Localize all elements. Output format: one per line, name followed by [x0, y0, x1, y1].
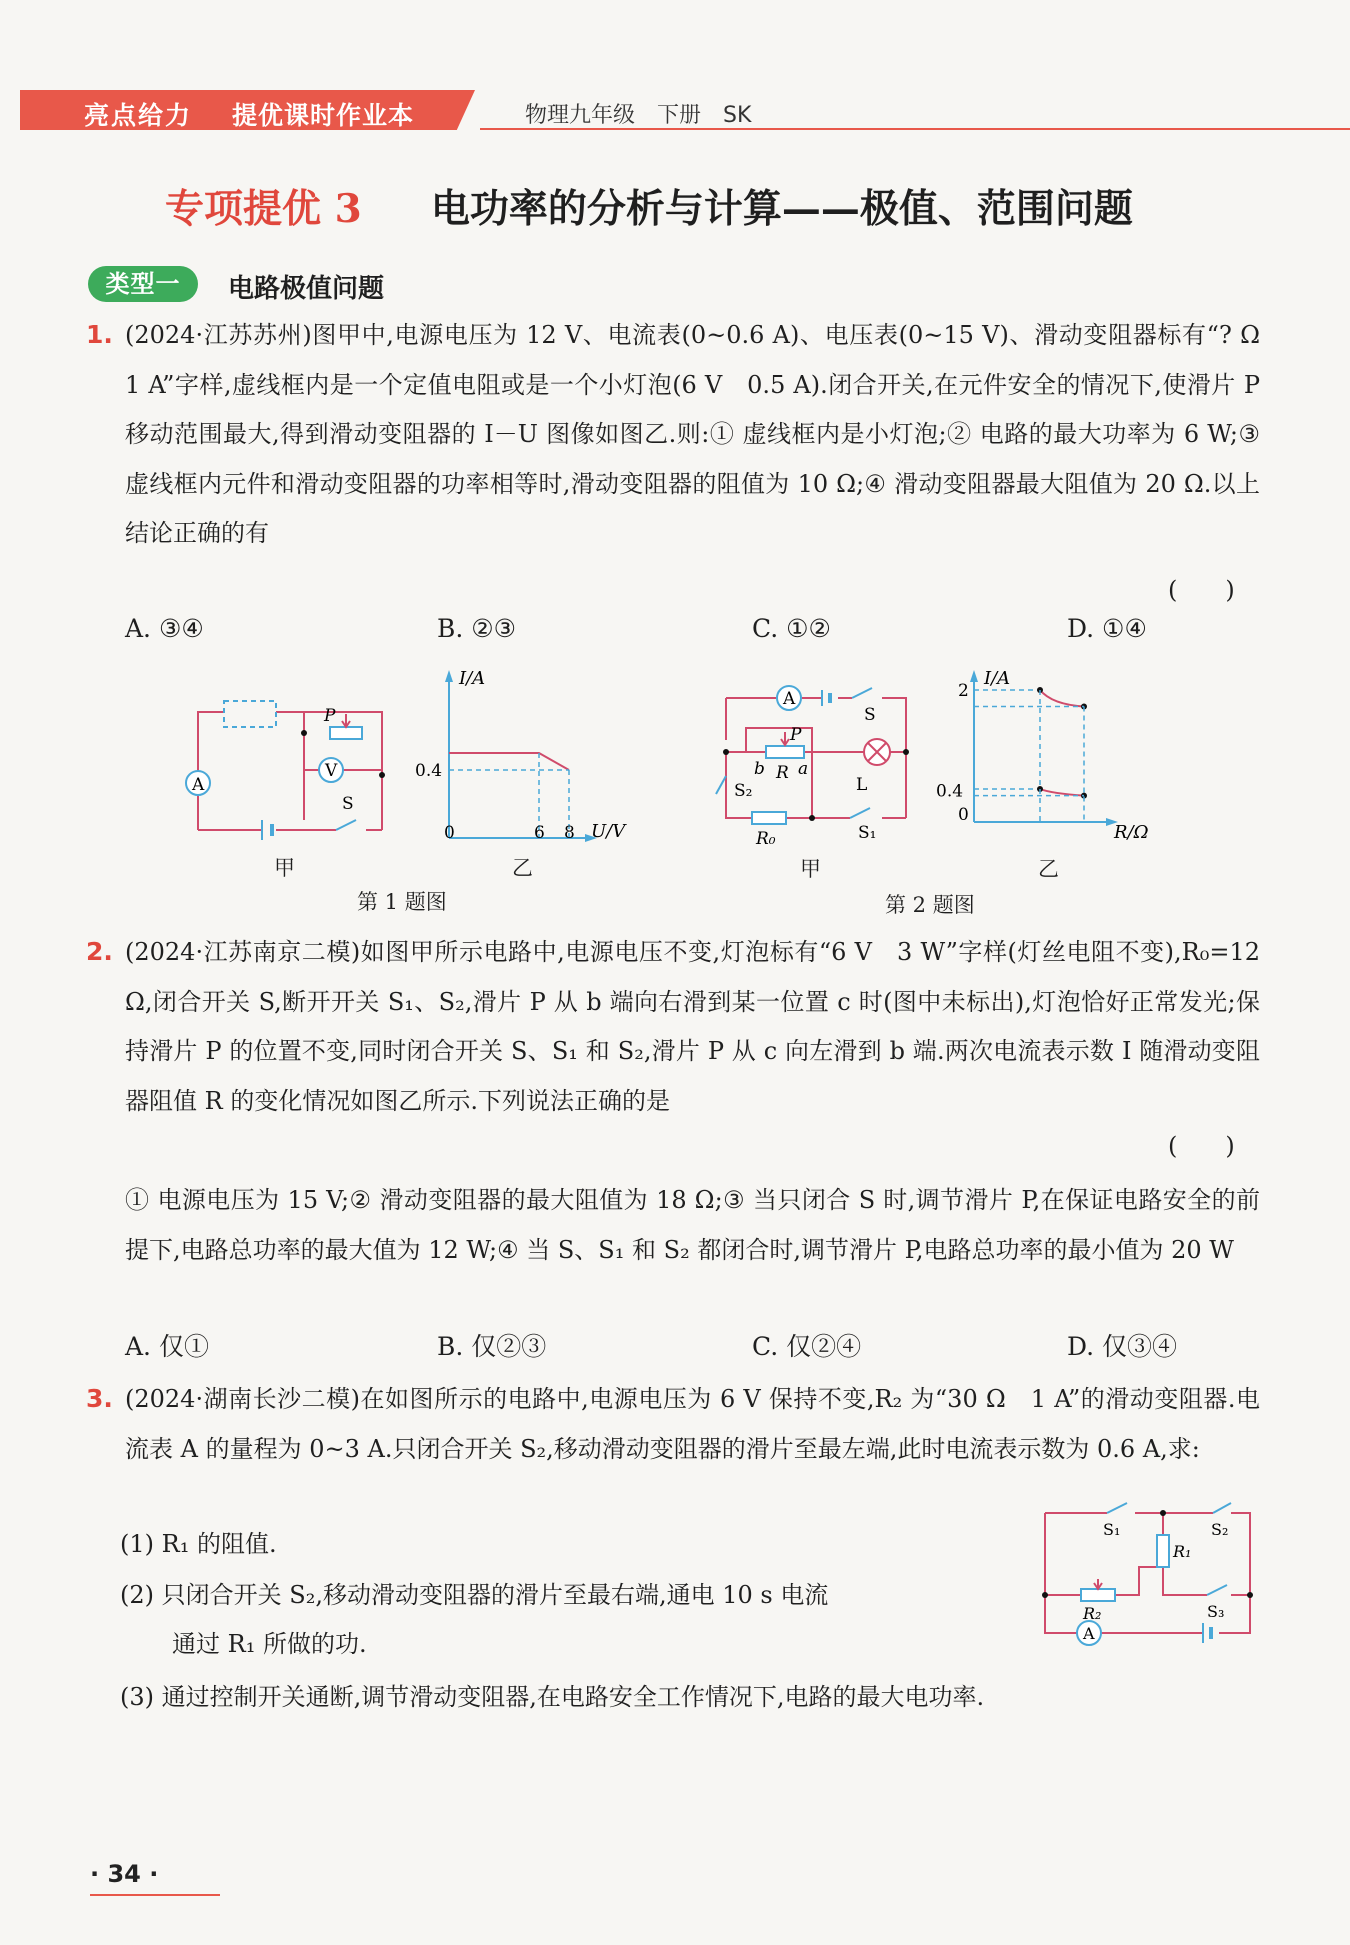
q2-switch-s2-label: S₂ — [734, 781, 753, 801]
q2-chart-ytick-0: 0 — [958, 805, 969, 825]
q3-r1-label: R₁ — [1173, 1542, 1192, 1561]
q3-sub1: (1) R₁ 的阻值. — [120, 1530, 277, 1558]
q2-circuit-diagram — [710, 682, 925, 850]
q1-chart-xlabel: U/V — [591, 821, 626, 842]
q1-answer-bracket: ( ) — [1168, 576, 1235, 604]
course-info: 物理九年级 下册 SK — [525, 103, 752, 128]
q3-sub2b: 通过 R₁ 所做的功. — [172, 1630, 367, 1658]
q1-slider-label: P — [324, 706, 336, 726]
q2-option-b: B. 仅②③ — [437, 1332, 547, 1361]
q2-chart-y-arrow — [970, 670, 978, 682]
q3-switch-s2-label: S₂ — [1211, 1520, 1229, 1539]
q2-slider-label: P — [790, 725, 802, 745]
q2-number: 2. — [86, 937, 113, 966]
q1-number: 1. — [86, 320, 113, 349]
q2-switch-s1-label: S₁ — [858, 823, 877, 843]
q1-chart-y-arrow — [445, 670, 453, 682]
q2-ir-chart — [930, 660, 1170, 855]
q2-statements: ① 电源电压为 15 V;② 滑动变阻器的最大阻值为 18 Ω;③ 当只闭合 S 时,调节滑片 P,在保证电路安全的前提下,电路总功率的最大值为 12 W;④ 当 S、S₁ 和 S₂ 都闭合时,调节滑片 P,电路总功率的最小值为 20 W — [125, 1186, 1260, 1264]
q1-chart-ylabel: I/A — [459, 668, 486, 689]
q2-text: (2024·江苏南京二模)如图甲所示电路中,电源电压不变,灯泡标有“6 V 3 W”字样(灯丝电阻不变),R₀=12 Ω,闭合开关 S,断开开关 S₁、S₂,滑片 P 从 b 端向右滑到某一位置 c 时(图中未标出),灯泡恰好正常发光;保持滑片 P 的位置不变,同时闭合开关 S、S₁ 和 S₂,滑片 P 从 c 向左滑到 b 端.两次电流表示数 I 随滑动变阻器阻值 R 的变化情况如图乙所示.下列说法正确的是 — [125, 938, 1260, 1115]
q2-chart-ytick-1: 0.4 — [936, 781, 964, 802]
footer-rule — [90, 1894, 220, 1896]
q3-sub3: (3) 通过控制开关通断,调节滑动变阻器,在电路安全工作情况下,电路的最大电功率. — [120, 1683, 985, 1711]
q2-rheostat-label: R — [776, 763, 789, 783]
title-prefix: 专项提优 3 — [165, 186, 362, 232]
q1-circuit-diagram — [180, 700, 400, 875]
q2-ammeter-label: A — [783, 689, 796, 709]
q1-ammeter-label: A — [192, 775, 205, 795]
q2-option-a: A. 仅① — [125, 1332, 209, 1361]
q2-lamp-label: L — [856, 775, 868, 795]
q2-chart-ytick-2: 2 — [958, 681, 969, 701]
q1-option-d: D. ①④ — [1067, 614, 1147, 643]
page-number: · 34 · — [90, 1860, 159, 1888]
q3-number: 3. — [86, 1384, 113, 1413]
q2-answer-bracket: ( ) — [1168, 1132, 1235, 1160]
q2-end-b-label: b — [754, 759, 765, 779]
q2-option-c: C. 仅②④ — [752, 1332, 862, 1361]
q2-circuit-caption: 甲 — [800, 857, 821, 881]
q2-figure-caption: 第 2 题图 — [885, 893, 975, 917]
q2-chart-xlabel: R/Ω — [1114, 822, 1149, 843]
q3-switch-s3-label: S₃ — [1207, 1602, 1225, 1621]
q3-text: (2024·湖南长沙二模)在如图所示的电路中,电源电压为 6 V 保持不变,R₂ 为“30 Ω 1 A”的滑动变阻器.电流表 A 的量程为 0~3 A.只闭合开关 S₂,移动滑动变阻器的滑片至最左端,此时电流表示数为 0.6 A,求: — [125, 1385, 1260, 1463]
q1-chart-xtick-6: 6 — [534, 823, 545, 843]
q2-chart-curve-3 — [1040, 789, 1084, 796]
q1-chart-caption: 乙 — [512, 856, 533, 880]
q3-circuit-diagram — [1035, 1495, 1260, 1650]
page-header — [20, 90, 1340, 134]
q2-switch-s-label: S — [864, 705, 876, 725]
q1-options — [125, 614, 1275, 654]
q1-option-a: A. ③④ — [125, 614, 204, 643]
q3-sub2a: (2) 只闭合开关 S₂,移动滑动变阻器的滑片至最右端,通电 10 s 电流 — [120, 1581, 829, 1609]
q1-voltmeter-label: V — [325, 761, 338, 781]
q2-chart-ylabel: I/A — [984, 668, 1011, 689]
q2-r0-label: R₀ — [756, 829, 776, 849]
q1-circuit-caption: 甲 — [274, 856, 295, 880]
q2-chart-caption: 乙 — [1038, 857, 1059, 881]
q1-chart-series-line — [449, 753, 569, 770]
q1-iu-chart — [405, 660, 645, 855]
q2-options — [125, 1327, 1275, 1367]
q1-figure-caption: 第 1 题图 — [357, 890, 447, 914]
q1-text: (2024·江苏苏州)图甲中,电源电压为 12 V、电流表(0~0.6 A)、电压表(0~15 V)、滑动变阻器标有“? Ω 1 A”字样,虚线框内是一个定值电阻或是一个小灯泡(6 V 0.5 A).闭合开关,在元件安全的情况下,使滑片 P 移动范围最大,得到滑动变阻器的 I－U 图像如图乙.则:① 虚线框内是小灯泡;② 电路的最大功率为 6 W;③ 虚线框内元件和滑动变阻器的功率相等时,滑动变阻器的阻值为 10 Ω;④ 滑动变阻器最大阻值为 20 Ω.以上结论正确的有 — [125, 321, 1284, 547]
q2-option-d: D. 仅③④ — [1067, 1332, 1178, 1361]
series-name: 提优课时作业本 — [232, 101, 415, 130]
q2-end-a-label: a — [798, 759, 809, 779]
page-title — [165, 178, 1133, 234]
q3-r2-label: R₂ — [1083, 1604, 1102, 1623]
q1-option-c: C. ①② — [752, 614, 831, 643]
q2-chart-curve-1 — [1040, 690, 1084, 707]
q1-chart-xtick-8: 8 — [564, 823, 575, 843]
title-main: 电功率的分析与计算——极值、范围问题 — [430, 186, 1133, 232]
section-title: 电路极值问题 — [228, 274, 385, 304]
q1-option-b: B. ②③ — [437, 614, 517, 643]
q1-switch-label: S — [342, 794, 354, 814]
q1-chart-xtick-0: 0 — [444, 823, 455, 843]
brand-name: 亮点给力 — [84, 101, 193, 130]
q1-chart-ytick-04: 0.4 — [415, 761, 443, 781]
q3-ammeter-label: A — [1083, 1624, 1095, 1643]
q3-switch-s1-label: S₁ — [1103, 1520, 1121, 1539]
section-badge: 类型一 — [88, 266, 198, 302]
